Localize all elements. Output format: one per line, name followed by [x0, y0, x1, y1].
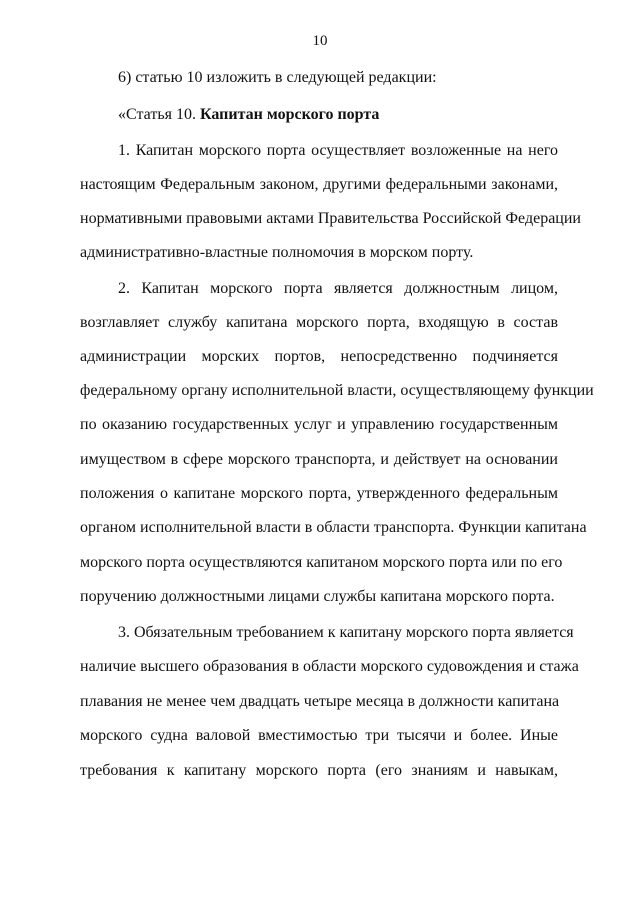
- text-line: 2. Капитан морского порта является должностным лицом,: [118, 280, 558, 297]
- text-line: положения о капитане морского порта, утвержденного федеральным: [80, 485, 558, 502]
- text-line: федеральному органу исполнительной власти, осуществляющему функции: [80, 382, 594, 399]
- text-line: наличие высшего образования в области морского судовождения и стажа: [80, 658, 579, 675]
- page-number: 10: [312, 33, 328, 49]
- text-line: морского судна валовой вместимостью три тысячи и более. Иные: [80, 727, 558, 744]
- text-line: органом исполнительной власти в области транспорта. Функции капитана: [80, 519, 587, 536]
- text-line: по оказанию государственных услуг и управлению государственным: [80, 416, 558, 433]
- text-line: 1. Капитан морского порта осуществляет возложенные на него: [118, 142, 558, 159]
- article-heading: [118, 104, 558, 126]
- article-title: Капитан морского порта: [199, 106, 380, 123]
- text-line: морского порта осуществляются капитаном морского порта или по его: [80, 554, 563, 571]
- text-line: требования к капитану морского порта (его знаниям и навыкам,: [80, 762, 558, 779]
- text-line: поручению должностными лицами службы капитана морского порта.: [80, 588, 555, 605]
- text-line: настоящим Федеральным законом, другими федеральными законами,: [80, 176, 558, 193]
- text-line: имуществом в сфере морского транспорта, и действует на основании: [80, 451, 558, 468]
- text-line: административно-властные полномочия в морском порту.: [80, 244, 474, 261]
- text-line: возглавляет службу капитана морского порта, входящую в состав: [80, 314, 558, 331]
- text-line: плавания не менее чем двадцать четыре месяца в должности капитана: [80, 693, 560, 710]
- text-line: администрации морских портов, непосредственно подчиняется: [80, 348, 558, 365]
- intro-line: 6) статью 10 изложить в следующей редакции:: [118, 69, 437, 86]
- article-prefix: «Статья 10.: [118, 106, 196, 123]
- text-line: 3. Обязательным требованием к капитану морского порта является: [118, 624, 574, 641]
- text-line: нормативными правовыми актами Правительства Российской Федерации: [80, 210, 581, 227]
